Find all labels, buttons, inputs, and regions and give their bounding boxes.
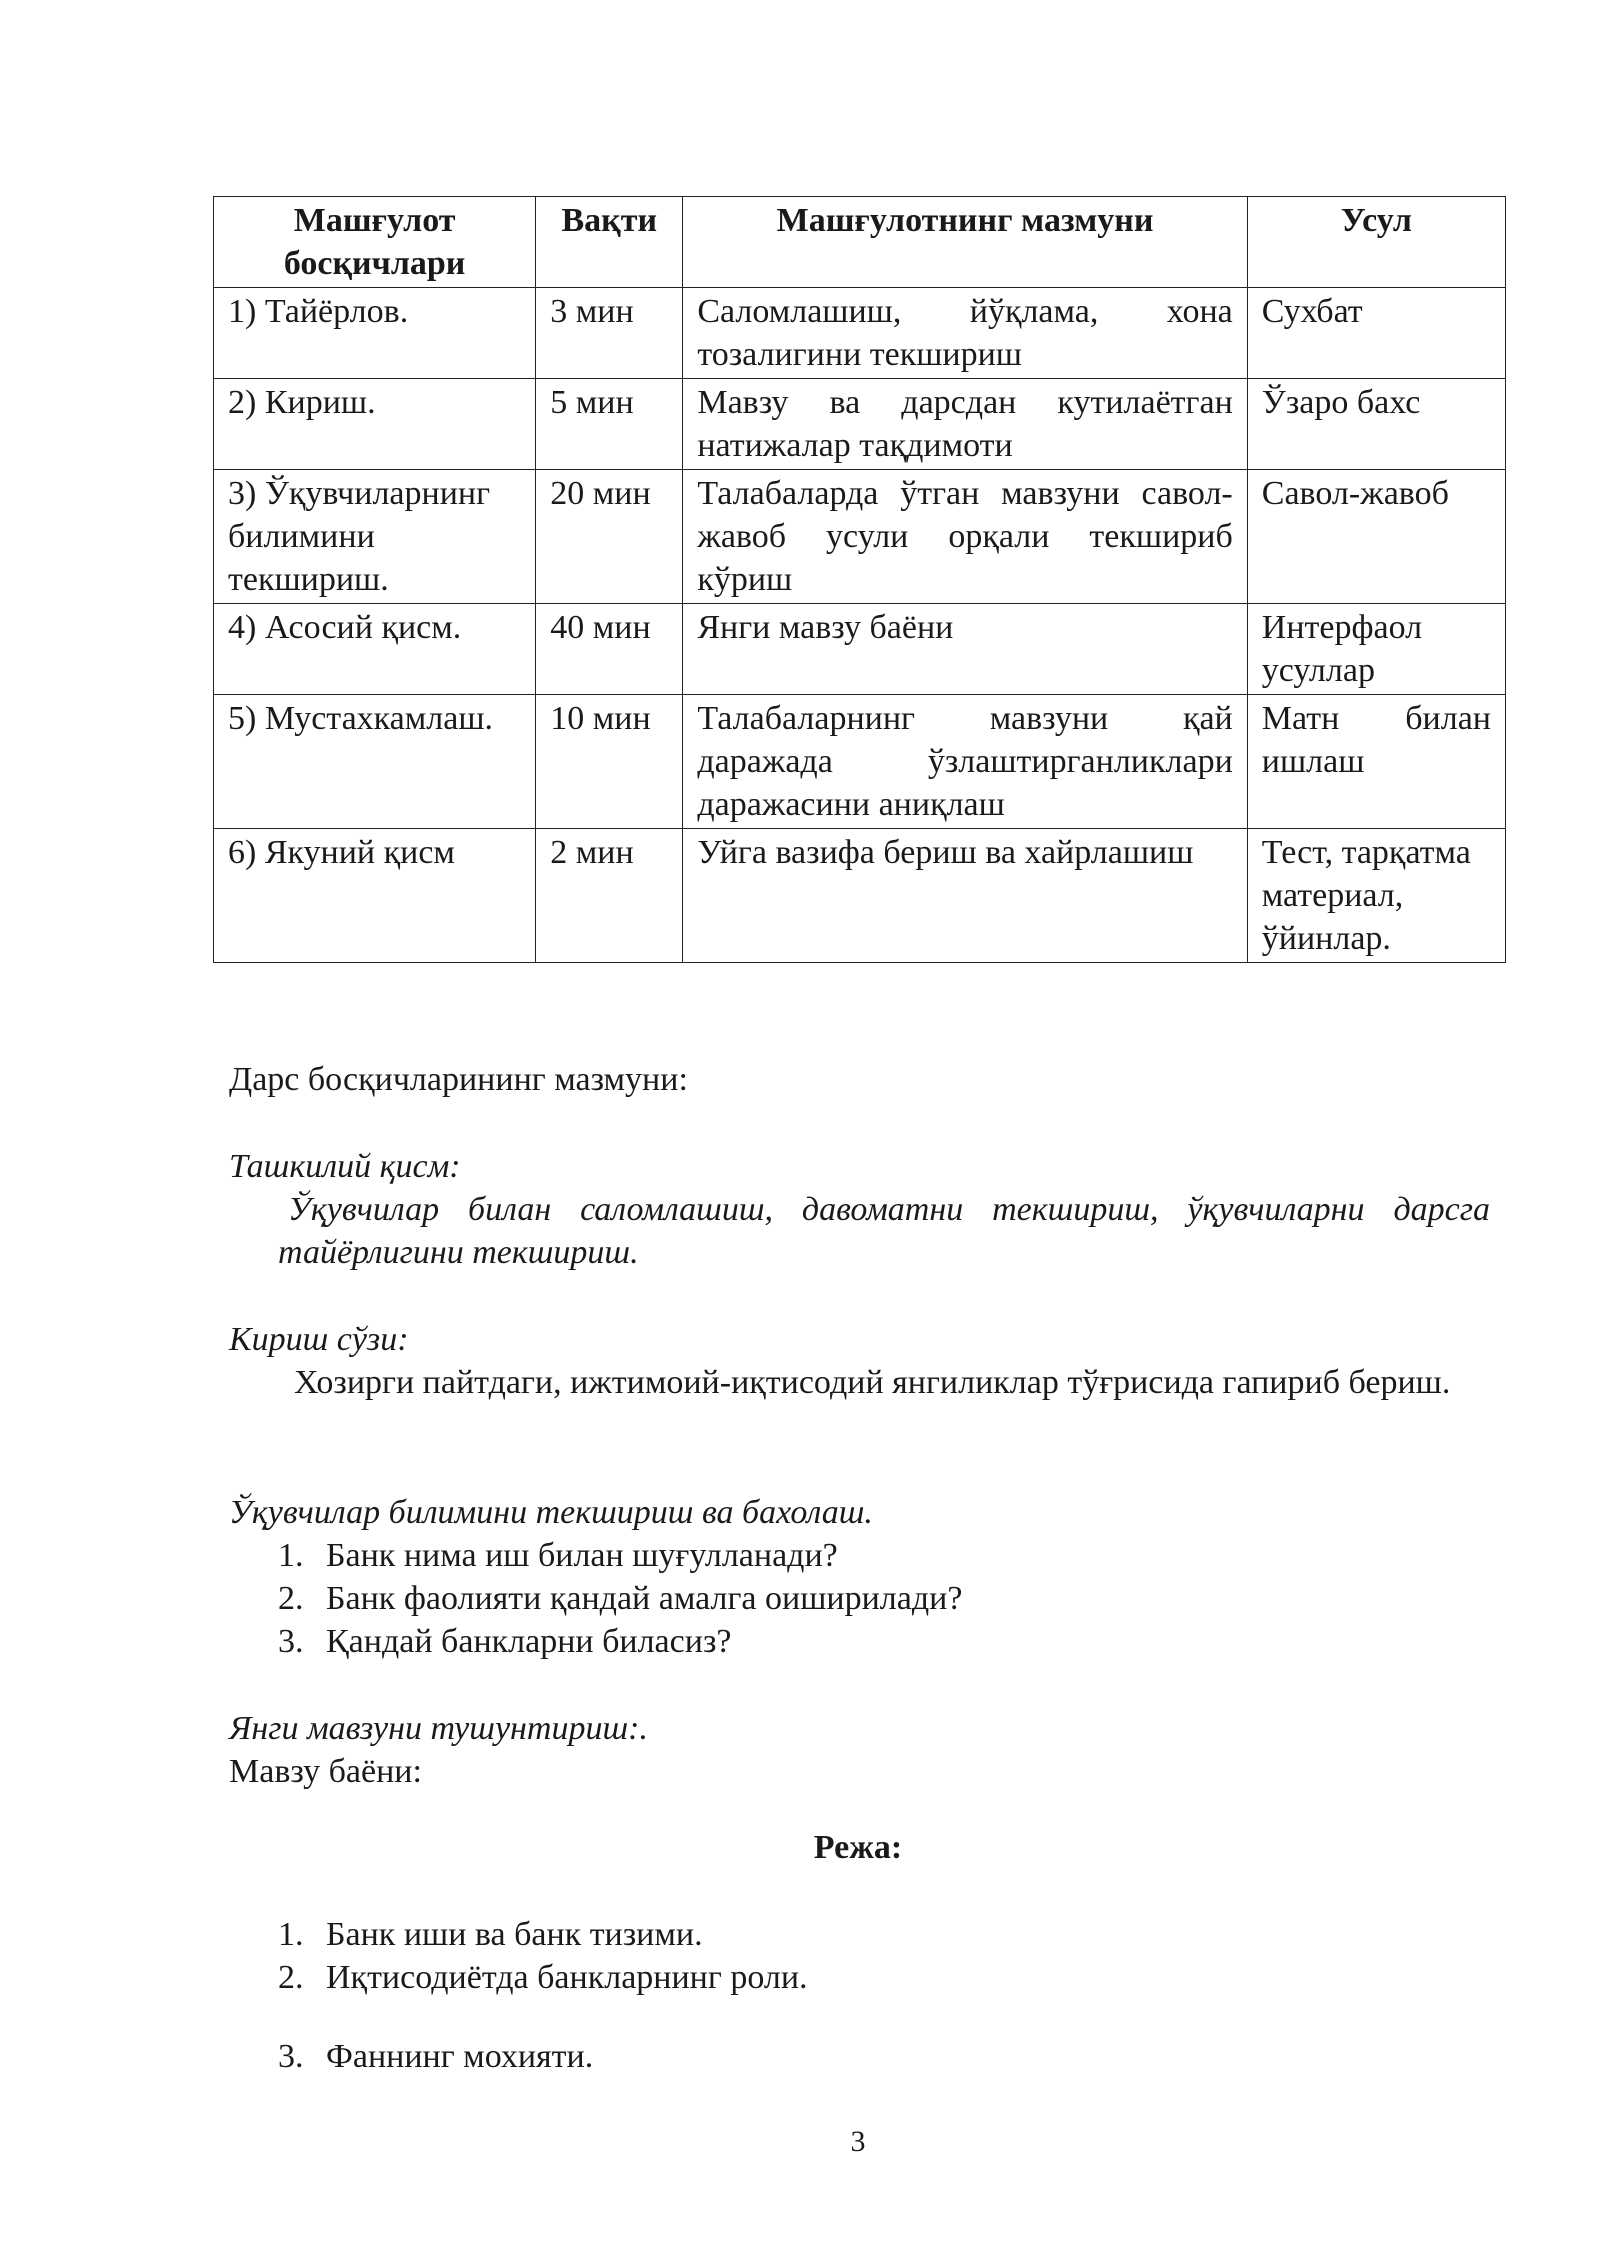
header-stages: Машғулот босқичлари (214, 197, 536, 288)
list-item (278, 1534, 962, 1577)
list-item (278, 1956, 808, 1999)
list-text: Банк иши ва банк тизими. (326, 1916, 703, 1953)
plan-list (278, 1913, 808, 2078)
cell-stage: 4) Асосий қисм. (214, 604, 536, 695)
table-row (214, 470, 1506, 604)
list-number: 1. (278, 1537, 304, 1574)
list-item (278, 1913, 808, 1956)
cell-stage: 5) Мустахкамлаш. (214, 695, 536, 829)
cell-time: 20 мин (536, 470, 683, 604)
cell-method: Интерфаол усуллар (1247, 604, 1505, 695)
page-number: 3 (850, 2125, 866, 2158)
list-number: 1. (278, 1916, 304, 1953)
list-text: Иқтисодиётда банкларнинг роли. (326, 1959, 808, 1996)
cell-content: Уйга вазифа бериш ва хайрлашиш (683, 829, 1247, 963)
cell-time: 2 мин (536, 829, 683, 963)
list-text: Банк фаолияти қандай амалга оиширилади? (326, 1580, 963, 1617)
list-text: Фаннинг мохияти. (326, 2038, 594, 2075)
list-number: 2. (278, 1580, 304, 1617)
cell-stage: 1) Тайёрлов. (214, 288, 536, 379)
new-topic-heading: Янги мавзуни тушунтириш:. (229, 1710, 648, 1747)
table-row (214, 695, 1506, 829)
table-row (214, 379, 1506, 470)
list-number: 2. (278, 1959, 304, 1996)
cell-stage: 6) Якуний қисм (214, 829, 536, 963)
cell-content: Талабаларда ўтган мавзуни савол-жавоб усули орқали текшириб кўриш (683, 470, 1247, 604)
cell-method: Ўзаро бахс (1247, 379, 1505, 470)
cell-stage: 3) Ўқувчиларнинг билимини текшириш. (214, 470, 536, 604)
stages-title: Дарс босқичларининг мазмуни: (229, 1061, 688, 1098)
table-row (214, 288, 1506, 379)
table-header-row (214, 197, 1506, 288)
cell-time: 40 мин (536, 604, 683, 695)
topic-label: Мавзу баёни: (229, 1753, 422, 1790)
header-method: Усул (1247, 197, 1505, 288)
list-item (278, 1620, 962, 1663)
cell-content: Янги мавзу баёни (683, 604, 1247, 695)
cell-content: Талабаларнинг мавзуни қай даражада ўзлаштирганликлари даражасини аниқлаш (683, 695, 1247, 829)
cell-time: 3 мин (536, 288, 683, 379)
org-text: Ўқувчилар билан саломлашиш, давоматни текшириш, ўқувчиларни дарсга тайёрлигини текшириш. (278, 1191, 1490, 1271)
list-number: 3. (278, 2038, 304, 2075)
list-text: Банк нима иш билан шуғулланади? (326, 1537, 838, 1574)
plan-heading: Режа: (813, 1829, 903, 1866)
lesson-stages-table (213, 196, 1506, 963)
cell-method: Тест, тарқатма материал, ўйинлар. (1247, 829, 1505, 963)
cell-method: Савол-жавоб (1247, 470, 1505, 604)
cell-method: Сухбат (1247, 288, 1505, 379)
list-item (278, 2035, 808, 2078)
org-heading: Ташкилий қисм: (229, 1148, 461, 1185)
cell-method: Матн билан ишлаш (1247, 695, 1505, 829)
intro-text: Хозирги пайтдаги, ижтимоий-иқтисодий янгиликлар тўғрисида гапириб бериш. (294, 1364, 1451, 1401)
cell-stage: 2) Кириш. (214, 379, 536, 470)
list-item (278, 1577, 962, 1620)
list-number: 3. (278, 1623, 304, 1660)
table-row (214, 829, 1506, 963)
cell-content: Мавзу ва дарсдан кутилаётган натижалар тақдимоти (683, 379, 1247, 470)
header-content: Машғулотнинг мазмуни (683, 197, 1247, 288)
check-questions-list (278, 1534, 962, 1663)
cell-content: Саломлашиш, йўқлама, хона тозалигини текшириш (683, 288, 1247, 379)
table-row (214, 604, 1506, 695)
cell-time: 10 мин (536, 695, 683, 829)
header-time: Вақти (536, 197, 683, 288)
check-heading: Ўқувчилар билимини текшириш ва бахолаш. (229, 1494, 873, 1531)
intro-heading: Кириш сўзи: (229, 1321, 409, 1358)
cell-time: 5 мин (536, 379, 683, 470)
list-text: Қандай банкларни биласиз? (326, 1623, 732, 1660)
